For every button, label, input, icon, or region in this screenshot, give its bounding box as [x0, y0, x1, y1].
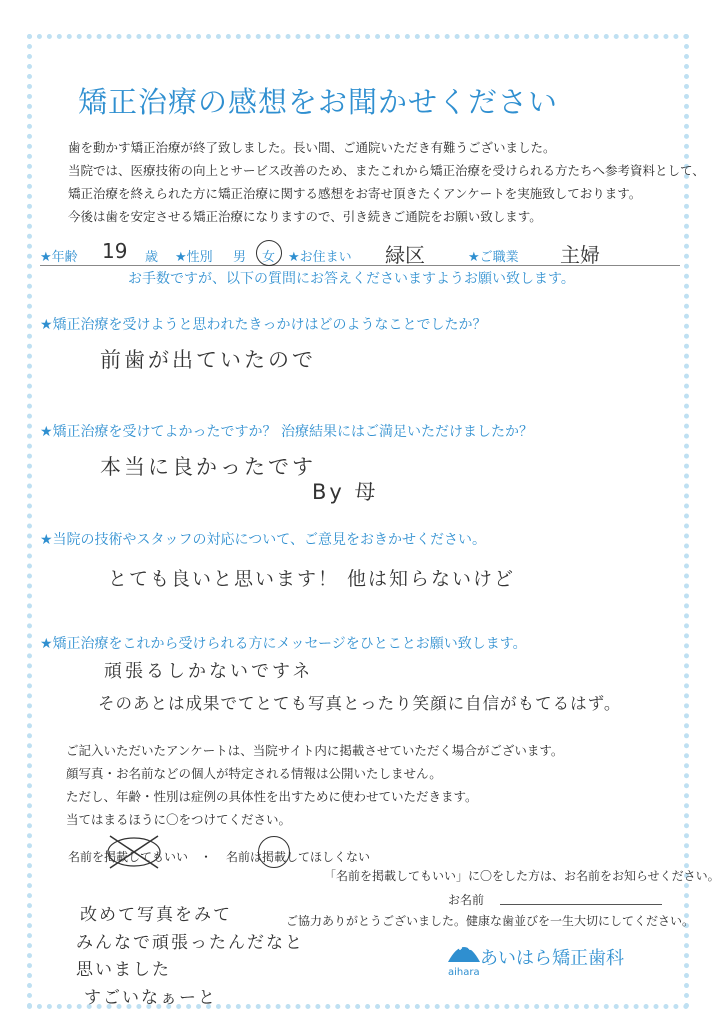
clinic-name: あいはら矯正歯科	[480, 948, 624, 969]
name-label: お名前	[448, 893, 485, 907]
answer-2-signature: By 母	[312, 480, 379, 504]
cross-out-mark	[104, 830, 164, 874]
consent-option-no: 名前は掲載してほしくない	[226, 850, 371, 864]
sex-female: 女	[262, 250, 276, 265]
age-value: 19	[102, 239, 128, 263]
answer-4-line-2: そのあとは成果でてとても写真とったり笑顔に自信がもてるはず。	[98, 694, 622, 713]
clinic-logo-sub: aihara	[448, 967, 480, 978]
consent-circle-mark	[258, 836, 290, 868]
address-value: 緑区	[385, 243, 425, 267]
address-label: ★お住まい	[288, 250, 352, 265]
name-instruction: 「名前を掲載してもいい」に〇をした方は、お名前をお知らせください。	[324, 869, 720, 883]
age-unit: 歳	[145, 250, 159, 265]
handwritten-line-4: すごいなぁーと	[84, 988, 217, 1008]
handwritten-line-3: 思いました	[76, 960, 171, 980]
sex-male: 男	[233, 250, 247, 265]
page-title: 矯正治療の感想をお聞かせください	[78, 85, 559, 119]
answer-2: 本当に良かったです	[100, 455, 316, 479]
question-4: ★矯正治療をこれから受けられる方にメッセージをひとことお願い致します。	[40, 636, 527, 652]
selected-circle-mark	[256, 240, 282, 266]
handwritten-line-2: みんなで頑張ったんだなと	[76, 933, 304, 953]
answer-1: 前歯が出ていたので	[100, 348, 316, 372]
clinic-logo-icon	[446, 934, 482, 966]
intro-line-4: 今後は歯を安定させる矯正治療になりますので、引き続きご通院をお願い致します。	[68, 209, 542, 224]
job-value: 主婦	[560, 243, 600, 267]
profile-row	[40, 239, 680, 266]
intro-line-2: 当院では、医療技術の向上とサービス改善のため、またこれから矯正治療を受けられる方たちへ参考資料として、	[68, 163, 705, 178]
handwritten-line-1: 改めて写真をみて	[80, 905, 232, 925]
answer-3: とても良いと思います！ 他は知らないけど	[108, 568, 516, 590]
subtitle: お手数ですが、以下の質問にお答えくださいますようお願い致します。	[128, 271, 575, 287]
answer-4-line-1: 頑張るしかないですネ	[104, 661, 314, 682]
question-1: ★矯正治療を受けようと思われたきっかけはどのようなことでしたか？	[40, 317, 487, 333]
name-line	[500, 904, 662, 905]
thanks-text: ご協力ありがとうございました。健康な歯並びを一生大切にしてください。	[286, 914, 695, 928]
question-2: ★矯正治療を受けてよかったですか？ 治療結果にはご満足いただけましたか？	[40, 424, 533, 440]
job-label: ★ご職業	[468, 250, 519, 265]
note-line-1: ご記入いただいたアンケートは、当院サイト内に掲載させていただく場合がございます。	[66, 743, 564, 758]
note-line-4: 当てはまるほうに〇をつけてください。	[66, 812, 292, 827]
consent-separator: ・	[200, 850, 213, 864]
note-line-2: 顔写真・お名前などの個人が特定される情報は公開いたしません。	[66, 766, 442, 781]
note-line-3: ただし、年齢・性別は症例の具体性を出すために使わせていただきます。	[66, 789, 478, 804]
age-label: ★年齢	[40, 250, 78, 265]
consent-option-yes: 名前を掲載してもいい	[68, 850, 189, 864]
intro-line-3: 矯正治療を終えられた方に矯正治療に関する感想をお寄せ頂きたくアンケートを実施致しております。	[68, 186, 642, 201]
sex-label: ★性別	[175, 250, 213, 265]
intro-line-1: 歯を動かす矯正治療が終了致しました。長い間、ご通院いただき有難うございました。	[68, 140, 556, 155]
question-3: ★当院の技術やスタッフの対応について、ご意見をおきかせください。	[40, 532, 486, 548]
